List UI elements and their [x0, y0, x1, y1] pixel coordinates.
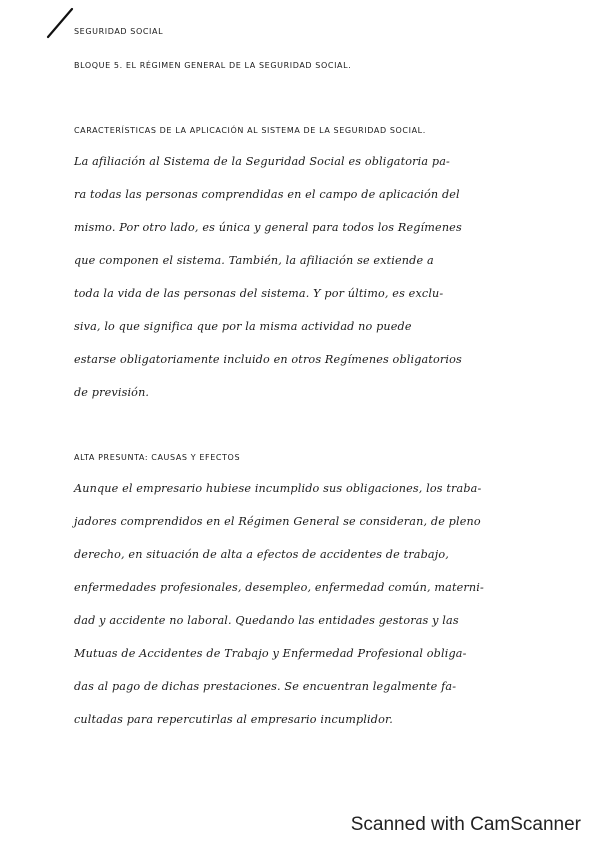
- pen-stroke-mark: [44, 6, 76, 40]
- section1-line: estarse obligatoriamente incluido en otros Regímenes obligatorios: [74, 353, 462, 366]
- section1-line: mismo. Por otro lado, es única y general para todos los Regímenes: [74, 221, 462, 234]
- section2-title: ALTA PRESUNTA: CAUSAS Y EFECTOS: [74, 453, 241, 462]
- section2-line: das al pago de dichas prestaciones. Se encuentran legalmente fa-: [74, 680, 457, 693]
- block-title: BLOQUE 5. EL RÉGIMEN GENERAL DE LA SEGURIDAD SOCIAL.: [74, 61, 352, 70]
- section2-line: enfermedades profesionales, desempleo, enfermedad común, materni-: [74, 581, 484, 594]
- section1-line: que componen el sistema. También, la afiliación se extiende a: [74, 254, 434, 267]
- section2-line: dad y accidente no laboral. Quedando las entidades gestoras y las: [74, 614, 459, 627]
- section2-line: derecho, en situación de alta a efectos de accidentes de trabajo,: [74, 548, 449, 561]
- section1-line: La afiliación al Sistema de la Seguridad Social es obligatoria pa-: [74, 155, 450, 168]
- section1-title: CARACTERÍSTICAS DE LA APLICACIÓN AL SISTEMA DE LA SEGURIDAD SOCIAL.: [74, 126, 426, 135]
- section2-line: Aunque el empresario hubiese incumplido sus obligaciones, los traba-: [74, 482, 482, 495]
- page-heading: SEGURIDAD SOCIAL: [74, 27, 164, 36]
- section1-line: siva, lo que significa que por la misma actividad no puede: [74, 320, 412, 333]
- section1-line: toda la vida de las personas del sistema. Y por último, es exclu-: [74, 287, 444, 300]
- section2-line: Mutuas de Accidentes de Trabajo y Enfermedad Profesional obliga-: [74, 647, 467, 660]
- camscanner-watermark: Scanned with CamScanner: [350, 814, 581, 835]
- section2-line: jadores comprendidos en el Régimen General se consideran, de pleno: [74, 515, 481, 528]
- section2-line: cultadas para repercutirlas al empresario incumplidor.: [74, 713, 393, 726]
- section1-line: ra todas las personas comprendidas en el campo de aplicación del: [74, 188, 460, 201]
- section1-line: de previsión.: [74, 386, 150, 399]
